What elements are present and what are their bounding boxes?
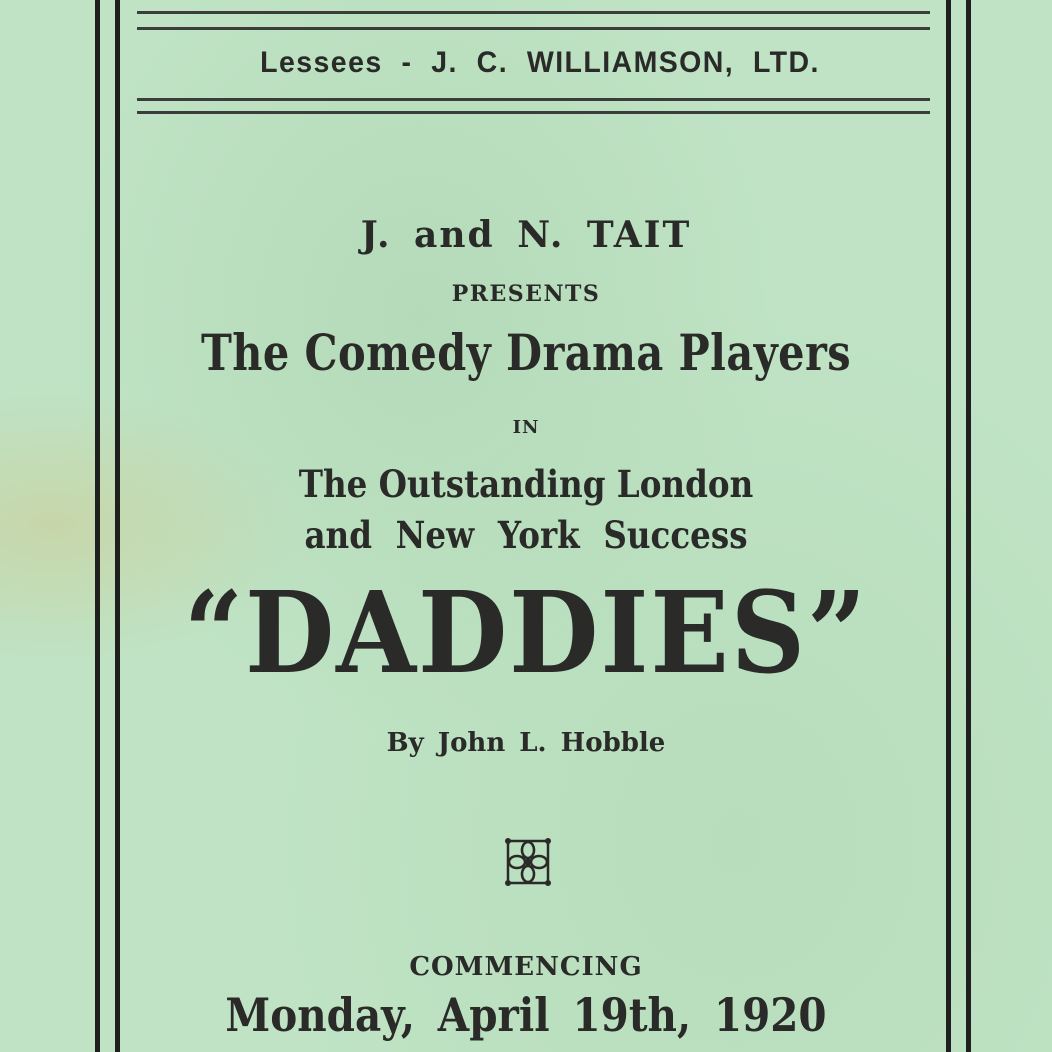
tagline-line-2: and New York Success bbox=[304, 513, 748, 557]
commencing-label: COMMENCING bbox=[409, 952, 643, 982]
author-credit: By John L. Hobble bbox=[386, 728, 666, 758]
company-name: The Comedy Drama Players bbox=[200, 323, 852, 382]
floral-ornament-icon bbox=[505, 838, 551, 886]
opening-date: Monday, April 19th, 1920 bbox=[225, 988, 827, 1042]
header-rule-top-2 bbox=[137, 27, 930, 30]
header-rule-bottom-2 bbox=[137, 111, 930, 114]
header-rule-bottom-1 bbox=[137, 98, 930, 101]
producer-name: J. and N. TAIT bbox=[360, 214, 692, 256]
in-label: IN bbox=[512, 417, 540, 438]
presents-label: PRESENTS bbox=[451, 281, 601, 307]
play-title: “DADDIES” bbox=[183, 568, 869, 699]
tagline-line-1: The Outstanding London bbox=[298, 462, 754, 506]
header-rule-top-1 bbox=[137, 11, 930, 14]
lessees-line: Lessees - J. C. WILLIAMSON, LTD. bbox=[260, 46, 820, 79]
